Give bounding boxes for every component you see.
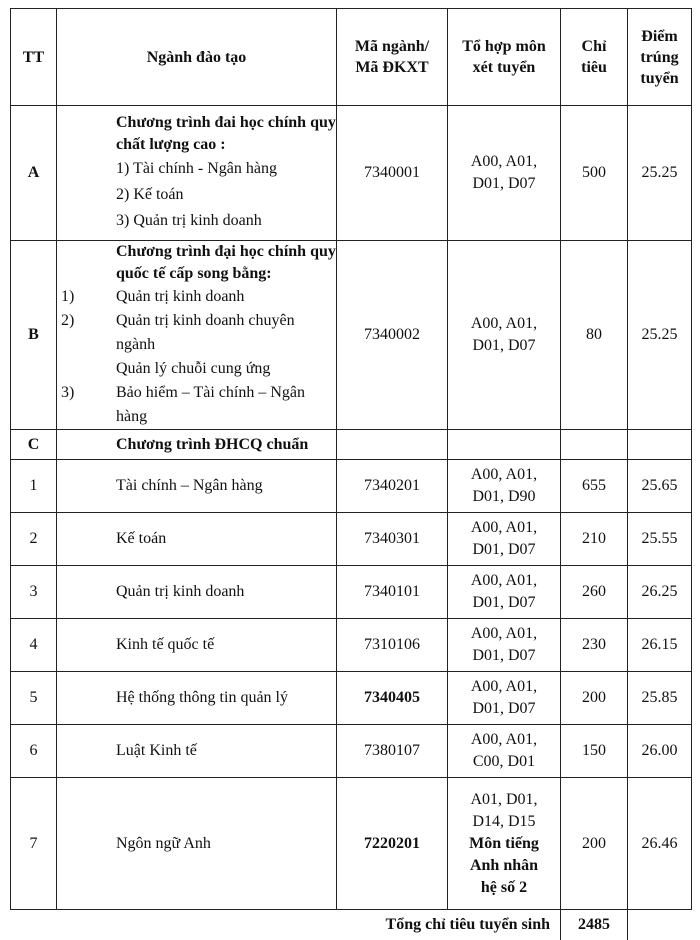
row-chitieu: 200: [561, 672, 628, 725]
list-item: 1) Quản trị kinh doanh: [61, 288, 245, 305]
row-diem: 26.25: [628, 566, 692, 619]
table-row: [11, 460, 692, 513]
total-label: Tổng chỉ tiêu tuyển sinh: [57, 910, 561, 940]
row-tohop: A00, A01, D01, D07: [448, 672, 561, 725]
row-diem: 26.15: [628, 619, 692, 672]
section-a-chitieu: 500: [561, 106, 628, 241]
row-tohop: A00, A01, D01, D90: [448, 460, 561, 513]
row-ma: 7340201: [337, 460, 448, 513]
row-nganh: Tài chính – Ngân hàng: [57, 460, 337, 513]
section-b-tohop: A00, A01, D01, D07: [448, 241, 561, 430]
section-a-tt: A: [11, 106, 57, 241]
table-row: [11, 725, 692, 778]
row-ma: 7220201: [337, 778, 448, 910]
row-chitieu: 655: [561, 460, 628, 513]
section-b-row: [11, 241, 692, 430]
row-tt: 1: [11, 460, 57, 513]
row-nganh: Quản trị kinh doanh: [57, 566, 337, 619]
list-item: 1) Tài chính - Ngân hàng: [116, 160, 277, 177]
row-ma: 7340101: [337, 566, 448, 619]
row-diem: 25.65: [628, 460, 692, 513]
list-item: 2) Quản trị kinh doanh chuyên ngành Quản lý chuỗi cung ứng: [61, 312, 295, 377]
row-tt: 5: [11, 672, 57, 725]
row-tt: 6: [11, 725, 57, 778]
row-chitieu: 150: [561, 725, 628, 778]
header-ma: Mã ngành/ Mã ĐKXT: [337, 9, 448, 106]
row-tohop: A00, A01, C00, D01: [448, 725, 561, 778]
header-diem: Điểm trúng tuyển: [628, 9, 692, 106]
row-tohop: A00, A01, D01, D07: [448, 513, 561, 566]
row-ma: 7380107: [337, 725, 448, 778]
row-chitieu: 200: [561, 778, 628, 910]
row-nganh: Kế toán: [57, 513, 337, 566]
table-row: [11, 672, 692, 725]
table-row: [11, 566, 692, 619]
section-b-diem: 25.25: [628, 241, 692, 430]
row-diem: 26.00: [628, 725, 692, 778]
section-a-tohop: A00, A01, D01, D07: [448, 106, 561, 241]
list-item: 3) Bảo hiểm – Tài chính – Ngân hàng: [61, 384, 305, 425]
section-c-tt: C: [11, 430, 57, 460]
section-b-ma: 7340002: [337, 241, 448, 430]
admission-table: [10, 8, 692, 940]
section-a-diem: 25.25: [628, 106, 692, 241]
header-tohop: Tổ hợp môn xét tuyển: [448, 9, 561, 106]
row-chitieu: 230: [561, 619, 628, 672]
header-tt: TT: [11, 9, 57, 106]
row-diem: 25.85: [628, 672, 692, 725]
section-a-ma: 7340001: [337, 106, 448, 241]
total-value: 2485: [561, 910, 628, 940]
section-b-program: Chương trình đại học chính quy quốc tế cấp song bằng: 1) Quản trị kinh doanh 2) Quản trị kinh doanh chuyên ngành Quản lý chuỗi cung ứng 3) Bảo hiểm – Tài chính – Ngân hàng: [57, 241, 337, 430]
row-tohop: A01, D01, D14, D15 Môn tiếng Anh nhân hệ số 2: [448, 778, 561, 910]
row-tohop: A00, A01, D01, D07: [448, 566, 561, 619]
header-chitieu: Chỉ tiêu: [561, 9, 628, 106]
row-diem: 26.46: [628, 778, 692, 910]
section-b-tt: B: [11, 241, 57, 430]
row-nganh: Ngôn ngữ Anh: [57, 778, 337, 910]
row-diem: 25.55: [628, 513, 692, 566]
row-tt: 4: [11, 619, 57, 672]
table-row: [11, 778, 692, 910]
row-ma: 7310106: [337, 619, 448, 672]
row-ma: 7340301: [337, 513, 448, 566]
row-tohop: A00, A01, D01, D07: [448, 619, 561, 672]
section-a-row: [11, 106, 692, 241]
section-c-title: Chương trình ĐHCQ chuẩn: [57, 430, 337, 460]
table-row: [11, 619, 692, 672]
total-row: [11, 910, 692, 940]
row-chitieu: 210: [561, 513, 628, 566]
row-nganh: Luật Kinh tế: [57, 725, 337, 778]
list-item: 3) Quản trị kinh doanh: [116, 212, 262, 229]
row-ma: 7340405: [337, 672, 448, 725]
row-tt: 3: [11, 566, 57, 619]
row-tt: 2: [11, 513, 57, 566]
table-header-row: [11, 9, 692, 106]
section-c-row: [11, 430, 692, 460]
row-chitieu: 260: [561, 566, 628, 619]
header-nganh: Ngành đào tạo: [57, 9, 337, 106]
list-item: 2) Kế toán: [116, 186, 184, 203]
section-b-chitieu: 80: [561, 241, 628, 430]
row-nganh: Kinh tế quốc tế: [57, 619, 337, 672]
table-row: [11, 513, 692, 566]
row-tt: 7: [11, 778, 57, 910]
tohop-note: Môn tiếng: [469, 834, 539, 852]
section-a-program: Chương trình đai học chính quy chất lượng cao : 1) Tài chính - Ngân hàng 2) Kế toán 3) Quản trị kinh doanh: [57, 106, 337, 241]
row-nganh: Hệ thống thông tin quản lý: [57, 672, 337, 725]
